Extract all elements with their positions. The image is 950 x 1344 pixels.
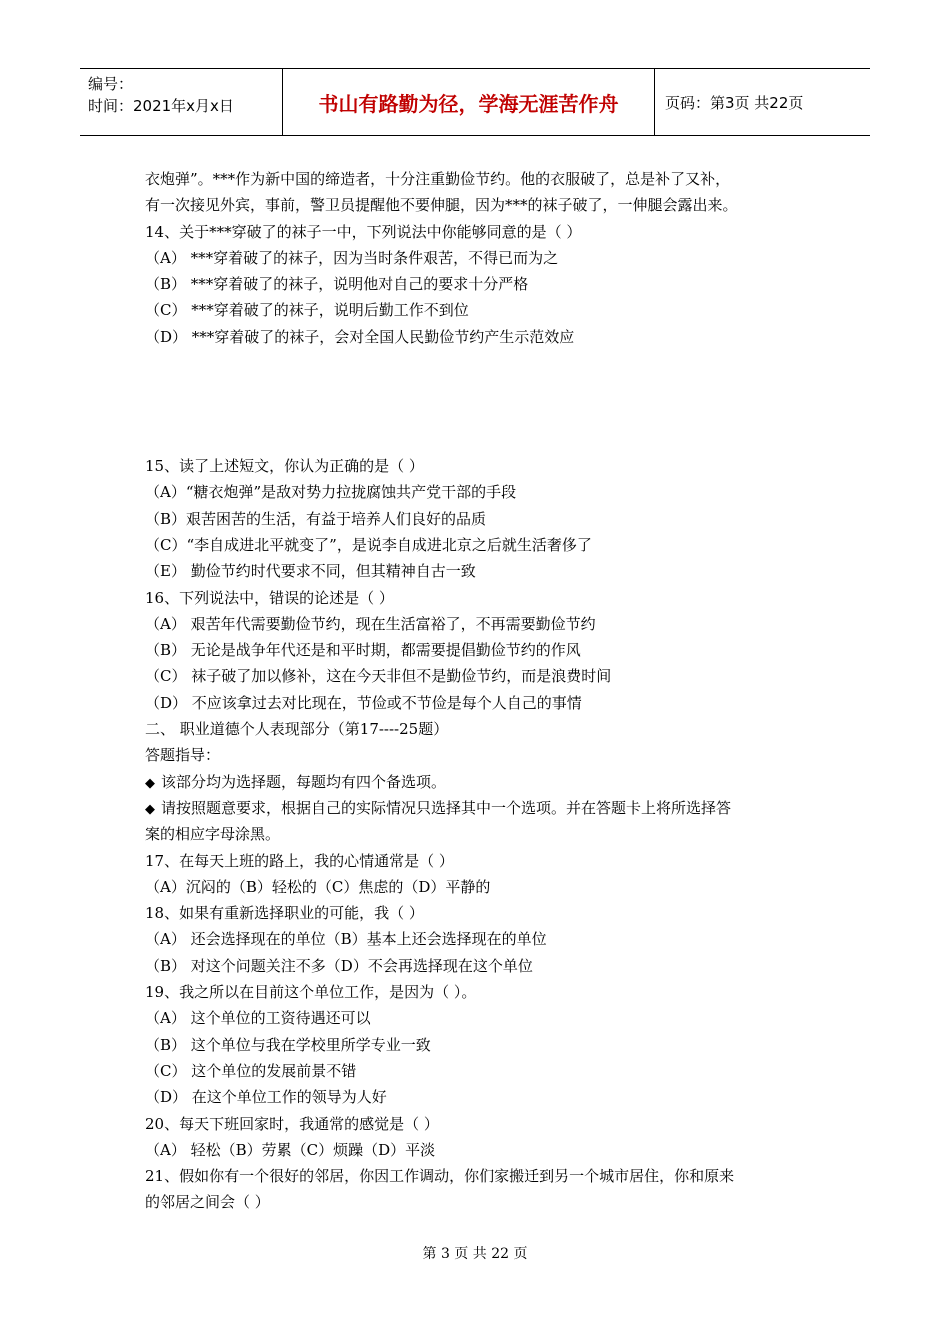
header-motto-cell [283,69,655,135]
question-20: 20、每天下班回家时，我通常的感觉是（ ） [145,1114,439,1133]
option-line: （C） ***穿着破了的袜子，说明后勤工作不到位 [145,301,469,320]
option-line: （A） 艰苦年代需要勤俭节约，现在生活富裕了，不再需要勤俭节约 [145,614,596,633]
option-line: （A） 还会选择现在的单位（B）基本上还会选择现在的单位 [145,930,547,949]
question-21: 21、假如你有一个很好的邻居，你因工作调动，你们家搬迁到另一个城市居住，你和原来 [145,1167,735,1186]
header-page-cell [655,69,870,135]
option-line: （C） 袜子破了加以修补，这在今天非但不是勤俭节约，而是浪费时间 [145,667,612,686]
option-line: （C）“李自成进北平就变了”，是说李自成进北京之后就生活奢侈了 [145,535,592,554]
section-heading: 二、 职业道德个人表现部分（第17----25题） [145,720,449,739]
question-15: 15、读了上述短文，你认为正确的是（ ） [145,457,424,476]
bullet-text: 请按照题意要求，根据自己的实际情况只选择其中一个选项。并在答题卡上将所选择答 [161,798,732,817]
option-line: （B） ***穿着破了的袜子，说明他对自己的要求十分严格 [145,275,529,294]
document-body [145,166,810,1216]
header-number: 编号： [88,75,134,93]
text-block-3 [145,821,810,1215]
header-time: 时间：2021年x月x日 [88,97,234,115]
option-line: （D） ***穿着破了的袜子，会对全国人民勤俭节约产生示范效应 [145,327,575,346]
question-19: 19、我之所以在目前这个单位工作，是因为（ ）。 [145,983,477,1002]
text-line: 有一次接见外宾，事前，警卫员提醒他不要伸腿，因为***的袜子破了，一伸腿会露出来。 [145,196,738,215]
bullet-item [145,795,810,821]
option-line: （A） ***穿着破了的袜子，因为当时条件艰苦，不得已而为之 [145,248,559,267]
option-line: （B） 这个单位与我在学校里所学专业一致 [145,1035,431,1054]
bullet-item [145,769,810,795]
question-14: 14、关于***穿破了的袜子一中，下列说法中你能够同意的是（ ） [145,222,582,241]
header-motto: 书山有路勤为径，学海无涯苦作舟 [318,91,619,116]
header-page-number: 页码：第3页 共22页 [665,93,804,112]
text-line: 衣炮弹”。***作为新中国的缔造者，十分注重勤俭节约。他的衣服破了，总是补了又补， [145,170,731,188]
page-header [80,68,870,136]
text-line: 案的相应字母涂黑。 [145,825,281,844]
option-line: （A）沉闷的（B）轻松的（C）焦虑的（D）平静的 [145,877,491,896]
option-line: （A）“糖衣炮弹”是敌对势力拉拢腐蚀共产党干部的手段 [145,483,517,502]
option-line: （B）艰苦困苦的生活，有益于培养人们良好的品质 [145,509,487,528]
page-footer: 第 3 页 共 22 页 [422,1246,528,1262]
option-line: （A） 这个单位的工资待遇还可以 [145,1009,371,1028]
option-line: （D） 在这个单位工作的领导为人好 [145,1088,387,1107]
diamond-bullet-icon: ◆ [145,801,155,817]
instructions-label: 答题指导： [145,746,221,765]
question-17: 17、在每天上班的路上，我的心情通常是（ ） [145,851,454,870]
blank-gap [145,350,810,453]
text-line: 的邻居之间会（ ） [145,1193,270,1212]
question-18: 18、如果有重新选择职业的可能，我（ ） [145,904,424,923]
question-16: 16、下列说法中，错误的论述是（ ） [145,588,394,607]
option-line: （D） 不应该拿过去对比现在，节俭或不节俭是每个人自己的事情 [145,693,582,712]
header-info [80,69,283,135]
option-line: （B） 无论是战争年代还是和平时期，都需要提倡勤俭节约的作风 [145,641,581,660]
option-line: （E） 勤俭节约时代要求不同，但其精神自古一致 [145,562,476,581]
bullet-text: 该部分均为选择题，每题均有四个备选项。 [161,772,447,791]
text-block-1 [145,166,810,350]
option-line: （A） 轻松（B）劳累（C）烦躁（D）平淡 [145,1140,436,1159]
diamond-bullet-icon: ◆ [145,775,155,791]
text-block-2 [145,453,810,769]
bullet-list [145,769,810,822]
option-line: （C） 这个单位的发展前景不错 [145,1061,357,1080]
option-line: （B） 对这个问题关注不多（D）不会再选择现在这个单位 [145,956,533,975]
